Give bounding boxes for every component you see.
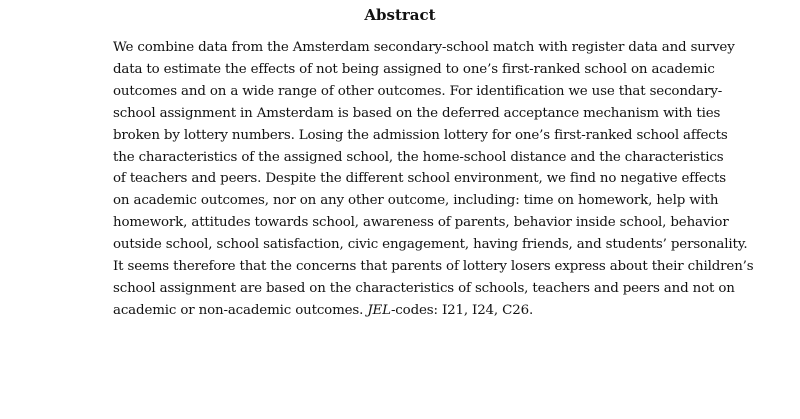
abstract-line: homework, attitudes towards school, awareness of parents, behavior inside school, behavior — [113, 215, 729, 231]
jel-label: JEL — [367, 302, 391, 318]
abstract-text — [113, 37, 754, 322]
abstract-line: data to estimate the effects of not being assigned to one’s first-ranked school on academic — [113, 61, 715, 77]
abstract-line: We combine data from the Amsterdam secondary-school match with register data and survey — [113, 40, 735, 55]
abstract-line: school assignment in Amsterdam is based on the deferred acceptance mechanism with ties — [113, 105, 721, 121]
abstract-line: broken by lottery numbers. Losing the admission lottery for one’s first-ranked school affects — [113, 127, 728, 143]
abstract-line: It seems therefore that the concerns that parents of lottery losers express about their children’s — [113, 259, 754, 275]
abstract-line: on academic outcomes, nor on any other outcome, including: time on homework, help with — [113, 193, 719, 209]
abstract-line: outcomes and on a wide range of other outcomes. For identification we use that secondary- — [113, 83, 723, 99]
abstract-line: school assignment are based on the characteristics of schools, teachers and peers and not on — [113, 280, 735, 296]
abstract-line: of teachers and peers. Despite the different school environment, we find no negative effects — [113, 171, 726, 187]
jel-codes: -codes: I21, I24, C26. — [390, 302, 534, 318]
abstract-last-line — [113, 300, 688, 322]
abstract-last-line-text: academic or non-academic outcomes. — [113, 302, 368, 318]
abstract-line: outside school, school satisfaction, civic engagement, having friends, and students’ personality. — [113, 237, 748, 253]
abstract-line: the characteristics of the assigned school, the home-school distance and the characteristics — [113, 149, 724, 165]
abstract-title: Abstract — [364, 6, 436, 24]
